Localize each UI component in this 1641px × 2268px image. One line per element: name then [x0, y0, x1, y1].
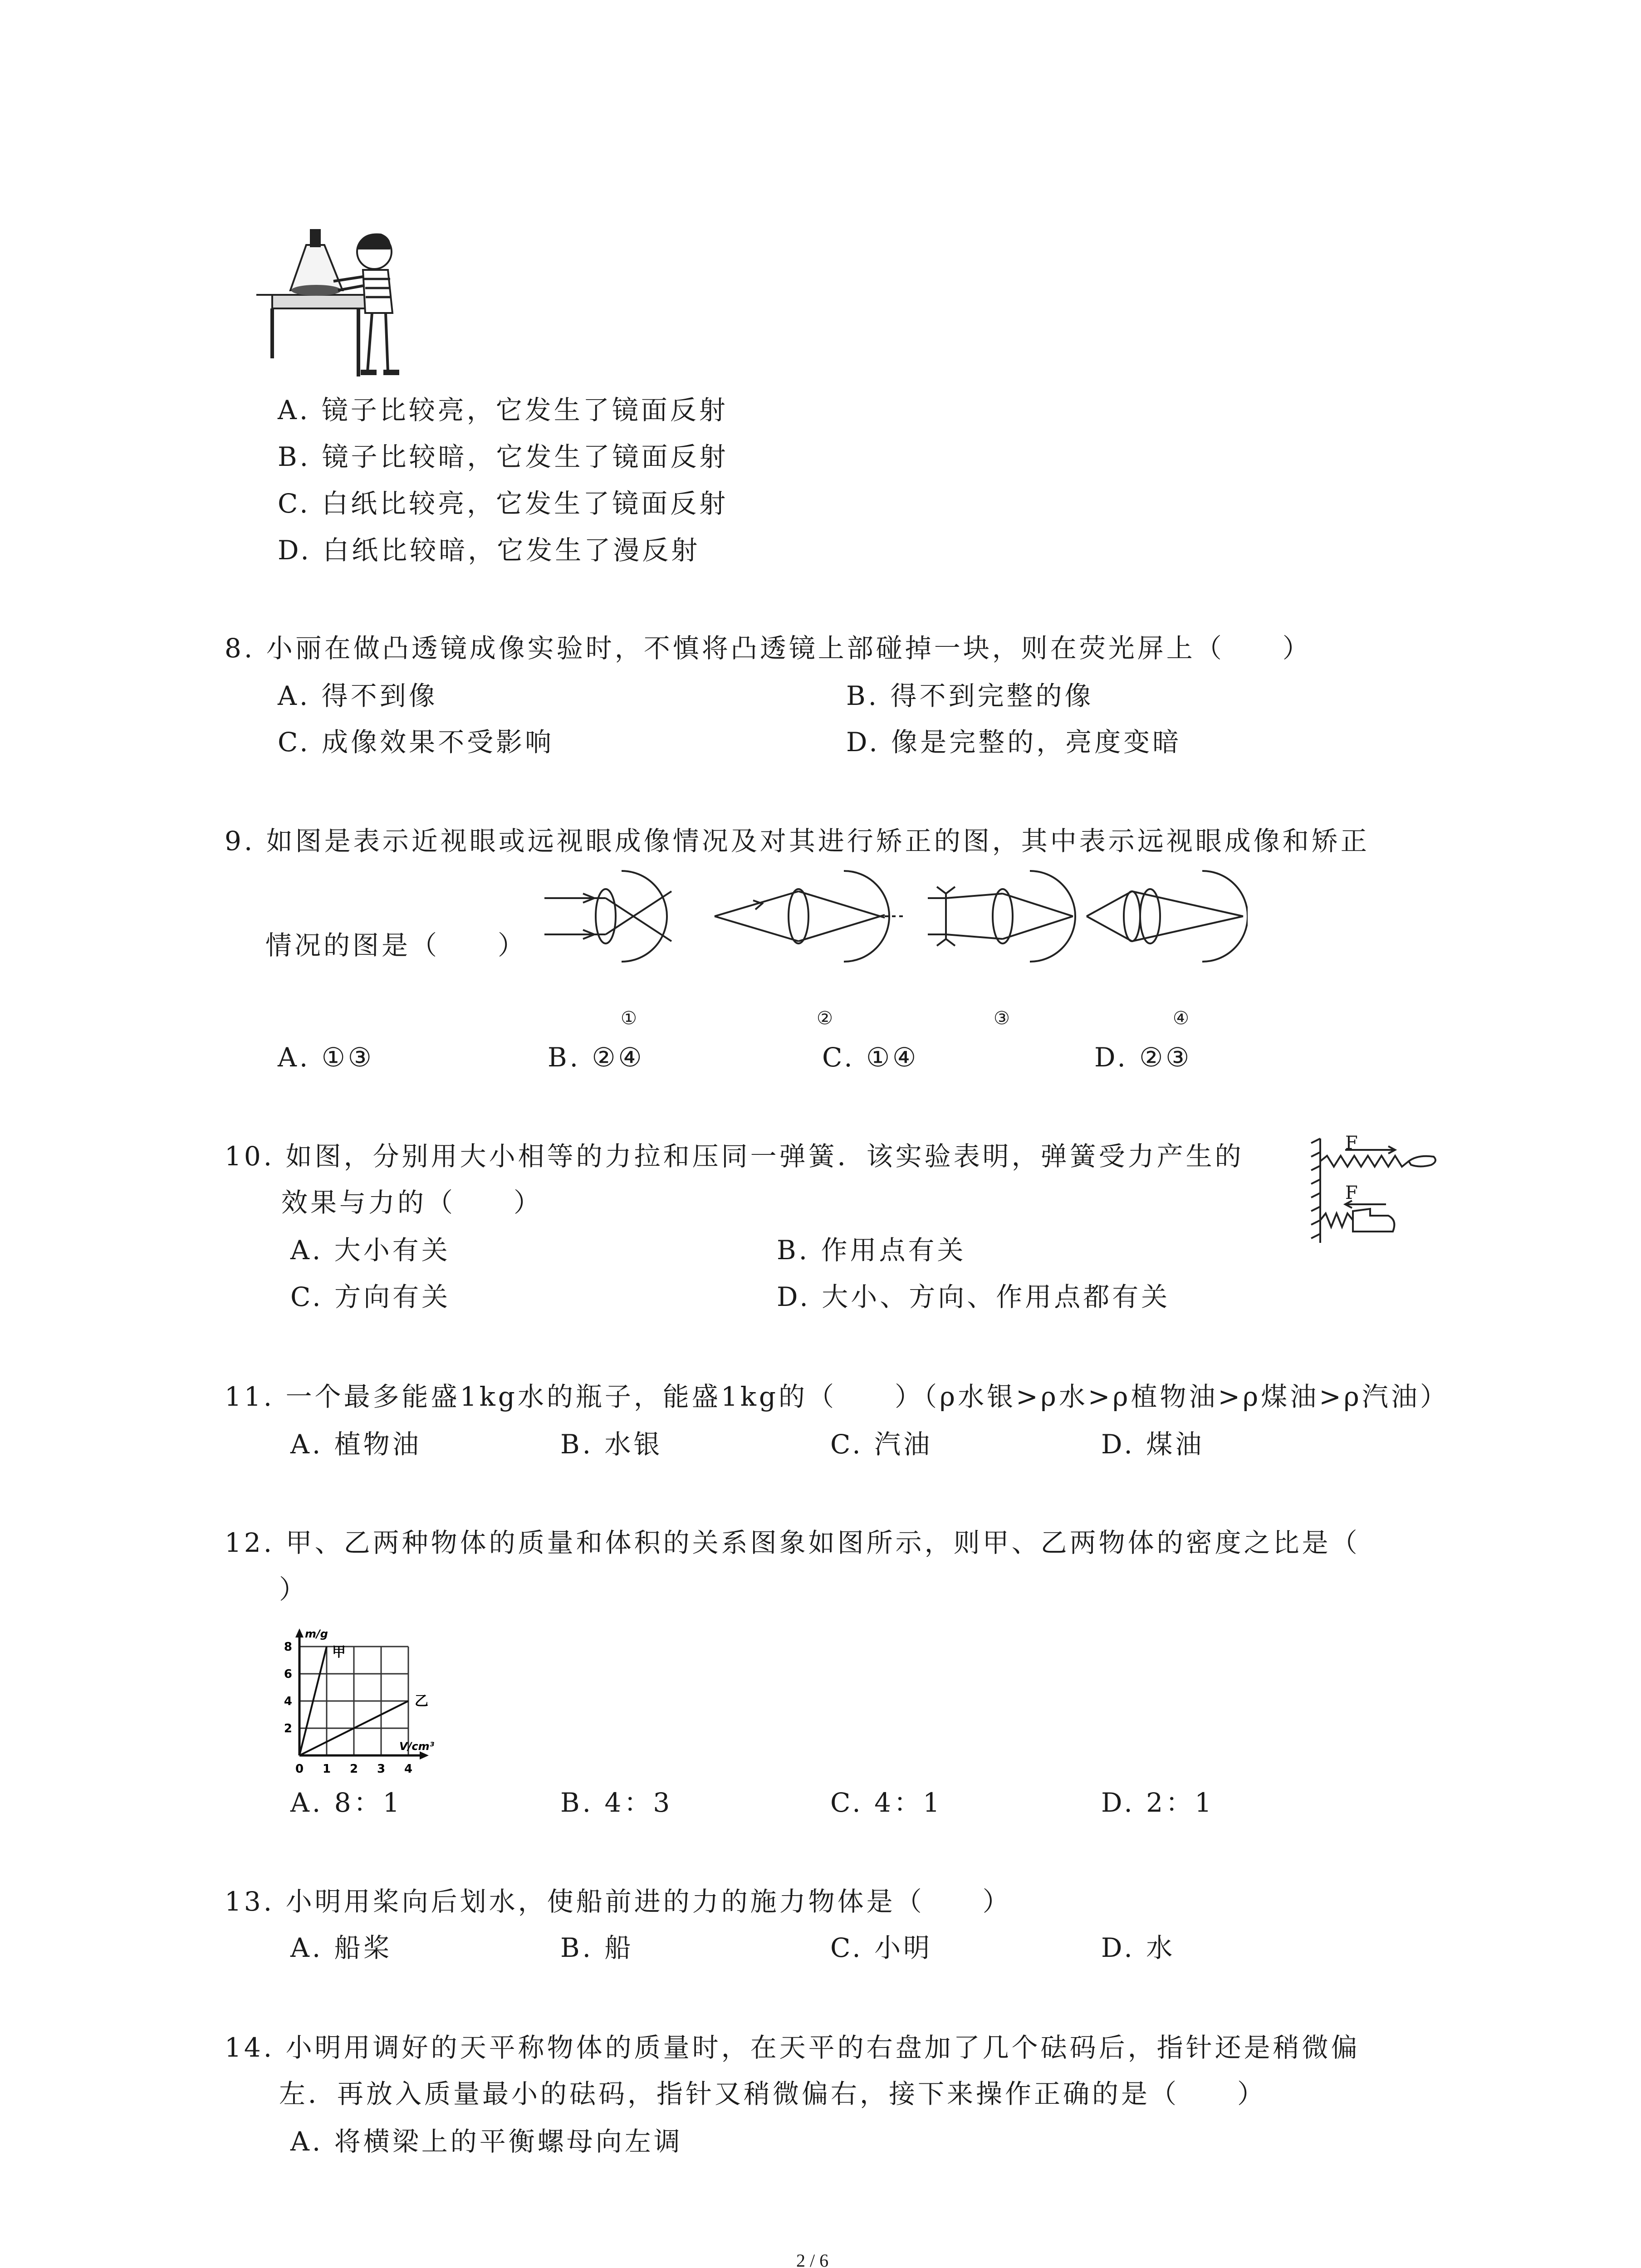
- q10-option-b: B. 作用点有关: [777, 1235, 966, 1266]
- q9-fig-label-1: ①: [621, 1008, 637, 1029]
- chart-x-tick-label: 2: [349, 1762, 358, 1776]
- q8-stem: 8. 小丽在做凸透镜成像实验时，不慎将凸透镜上部碰掉一块，则在荧光屏上（ ）: [225, 633, 1312, 664]
- chart-series-label: 乙: [415, 1693, 428, 1709]
- q13-option-a: A. 船桨: [290, 1932, 392, 1963]
- q9-option-b: B. ②④: [548, 1042, 645, 1073]
- chart-x-tick-label: 0: [295, 1762, 304, 1776]
- q10-fig-label-f-bottom: F: [1345, 1183, 1358, 1203]
- q13-option-d: D. 水: [1101, 1932, 1176, 1963]
- q9-stem-line1: 9. 如图是表示近视眼或远视眼成像情况及对其进行矫正的图，其中表示远视眼成像和矫正: [225, 826, 1370, 856]
- chart-y-tick-label: 2: [284, 1722, 292, 1735]
- q12-stem-line1: 12. 甲、乙两种物体的质量和体积的关系图象如图所示，则甲、乙两物体的密度之比是（: [225, 1527, 1360, 1558]
- q10-fig-label-f-top: F: [1345, 1133, 1358, 1154]
- q9-option-d: D. ②③: [1094, 1042, 1192, 1073]
- q9-eye-diagrams: [540, 864, 1248, 1000]
- q9-fig-label-2: ②: [817, 1008, 833, 1029]
- chart-y-tick-label: 4: [284, 1695, 292, 1708]
- q11-option-d: D. 煤油: [1101, 1429, 1205, 1460]
- q7-option-c: C. 白纸比较亮，它发生了镜面反射: [278, 488, 729, 519]
- q8-option-b: B. 得不到完整的像: [846, 680, 1094, 711]
- eye-diagram-3: [928, 871, 1075, 962]
- q7-option-d: D. 白纸比较暗，它发生了漫反射: [278, 535, 700, 566]
- chart-y-arrow: [295, 1628, 304, 1637]
- q11-stem: 11. 一个最多能盛1kg水的瓶子，能盛1kg的（ ）（ρ水银>ρ水>ρ植物油>ρ煤油>ρ汽油）: [225, 1381, 1449, 1412]
- q9-fig-label-4: ④: [1173, 1008, 1189, 1029]
- q9-option-a: A. ①③: [278, 1042, 374, 1073]
- chart-x-tick-label: 4: [404, 1762, 413, 1776]
- q12-option-b: B. 4：3: [560, 1787, 673, 1818]
- q11-option-c: C. 汽油: [830, 1429, 933, 1460]
- eye-diagram-4: [1087, 871, 1248, 962]
- q13-option-c: C. 小明: [830, 1932, 933, 1963]
- q14-option-a: A. 将横梁上的平衡螺母向左调: [290, 2126, 683, 2157]
- q7-option-b: B. 镜子比较暗，它发生了镜面反射: [278, 441, 729, 472]
- q10-stem-line2: 效果与力的（ ）: [281, 1187, 543, 1218]
- q11-option-a: A. 植物油: [290, 1429, 421, 1460]
- chart-y-tick-label: 8: [284, 1640, 292, 1654]
- q12-stem-line2: ）: [279, 1574, 309, 1605]
- q14-stem-line2: 左．再放入质量最小的砝码，指针又稍微偏右，接下来操作正确的是（ ）: [279, 2078, 1267, 2109]
- q12-option-c: C. 4：1: [830, 1787, 942, 1818]
- page-number: 2 / 6: [796, 2250, 829, 2268]
- chart-y-axis-label: m/g: [305, 1628, 328, 1640]
- chart-x-axis-label: V/cm³: [399, 1740, 435, 1753]
- q10-option-c: C. 方向有关: [290, 1281, 451, 1312]
- q13-stem: 13. 小明用桨向后划水，使船前进的力的施力物体是（ ）: [225, 1886, 1012, 1917]
- q10-option-d: D. 大小、方向、作用点都有关: [777, 1281, 1171, 1312]
- q12-mass-volume-chart: [272, 1615, 481, 1787]
- chart-series-label: 甲: [332, 1644, 346, 1660]
- q11-option-b: B. 水银: [560, 1429, 663, 1460]
- q7-figure-boy-flashlight: [252, 222, 424, 386]
- q7-option-a: A. 镜子比较亮，它发生了镜面反射: [278, 395, 728, 425]
- q12-option-d: D. 2：1: [1101, 1787, 1215, 1818]
- q13-option-b: B. 船: [560, 1932, 634, 1963]
- chart-x-tick-label: 3: [377, 1762, 386, 1776]
- q8-option-a: A. 得不到像: [278, 680, 438, 711]
- q9-fig-label-3: ③: [994, 1008, 1010, 1029]
- chart-x-tick-label: 1: [322, 1762, 331, 1776]
- eye-diagram-1: [544, 871, 671, 962]
- q12-option-a: A. 8：1: [290, 1787, 402, 1818]
- q8-option-c: C. 成像效果不受影响: [278, 727, 554, 758]
- q10-option-a: A. 大小有关: [290, 1235, 451, 1266]
- q14-stem-line1: 14. 小明用调好的天平称物体的质量时，在天平的右盘加了几个砝码后，指针还是稍微偏: [225, 2032, 1360, 2063]
- q9-option-c: C. ①④: [822, 1042, 919, 1073]
- chart-y-tick-label: 6: [284, 1667, 292, 1681]
- q8-option-d: D. 像是完整的，亮度变暗: [846, 727, 1182, 758]
- q10-spring-figure: [1302, 1129, 1456, 1252]
- eye-diagram-2: [715, 871, 903, 962]
- q9-stem-line2: 情况的图是（ ）: [265, 930, 527, 961]
- q10-stem-line1: 10. 如图，分别用大小相等的力拉和压同一弹簧．该实验表明，弹簧受力产生的: [225, 1141, 1244, 1172]
